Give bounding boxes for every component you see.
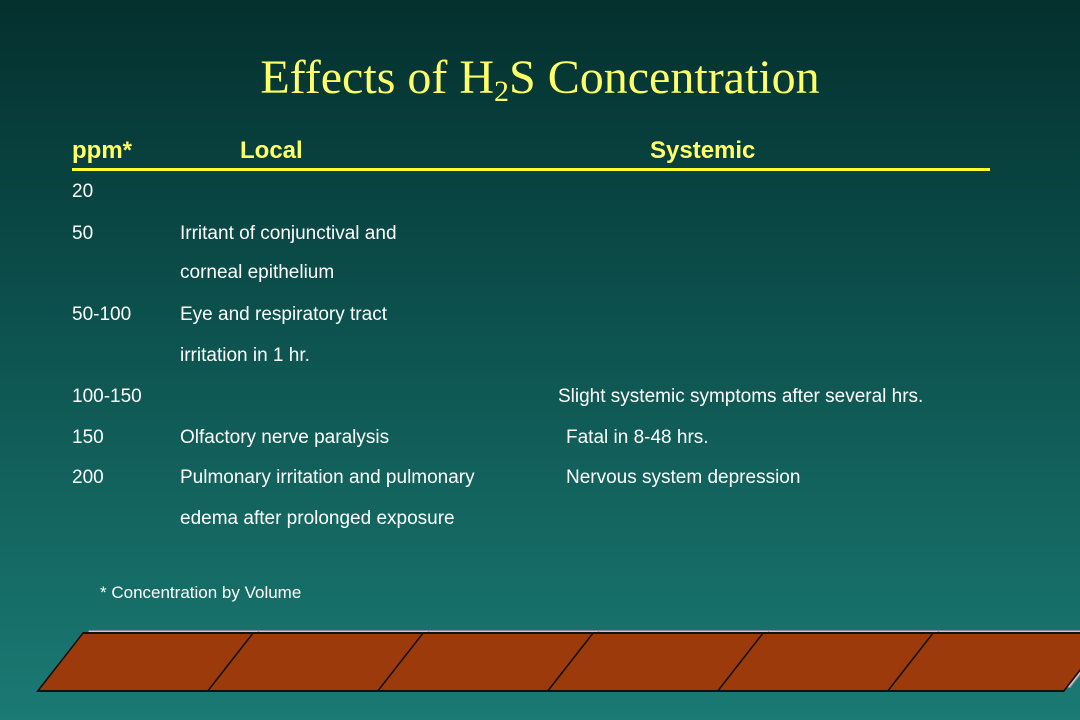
decorative-tiles bbox=[0, 620, 1080, 720]
cell-ppm: 200 bbox=[72, 467, 104, 488]
cell-local: corneal epithelium bbox=[180, 262, 335, 283]
cell-local: irritation in 1 hr. bbox=[180, 345, 310, 366]
cell-local: Pulmonary irritation and pulmonary bbox=[180, 467, 475, 488]
decor-tile bbox=[884, 620, 1080, 700]
column-header-systemic: Systemic bbox=[650, 137, 756, 164]
footnote: * Concentration by Volume bbox=[100, 583, 302, 602]
cell-ppm: 150 bbox=[72, 427, 104, 448]
table-row bbox=[0, 504, 1080, 534]
title-prefix: Effects of H bbox=[260, 51, 495, 104]
cell-systemic: Nervous system depression bbox=[566, 467, 801, 488]
table-row bbox=[0, 177, 1080, 207]
cell-local: edema after prolonged exposure bbox=[180, 508, 455, 529]
cell-systemic: Fatal in 8-48 hrs. bbox=[566, 427, 709, 448]
column-header-ppm: ppm* bbox=[72, 137, 132, 164]
table-row bbox=[0, 300, 1080, 330]
cell-systemic: Slight systemic symptoms after several hrs. bbox=[558, 386, 924, 407]
slide-title bbox=[0, 48, 1080, 108]
title-suffix: S Concentration bbox=[509, 51, 820, 104]
table-row bbox=[0, 258, 1080, 288]
cell-ppm: 20 bbox=[72, 181, 94, 202]
cell-local: Olfactory nerve paralysis bbox=[180, 427, 390, 448]
column-header-local: Local bbox=[240, 137, 303, 164]
table-row bbox=[0, 423, 1080, 453]
cell-local: Eye and respiratory tract bbox=[180, 304, 387, 325]
table-row bbox=[0, 382, 1080, 412]
cell-ppm: 100-150 bbox=[72, 386, 142, 407]
table-header bbox=[0, 137, 1080, 167]
cell-ppm: 50-100 bbox=[72, 304, 132, 325]
table-row bbox=[0, 341, 1080, 371]
cell-local: Irritant of conjunctival and bbox=[180, 223, 397, 244]
cell-ppm: 50 bbox=[72, 223, 94, 244]
title-subscript: 2 bbox=[494, 75, 510, 108]
header-underline bbox=[72, 168, 990, 171]
table-row bbox=[0, 463, 1080, 493]
table-row bbox=[0, 219, 1080, 249]
